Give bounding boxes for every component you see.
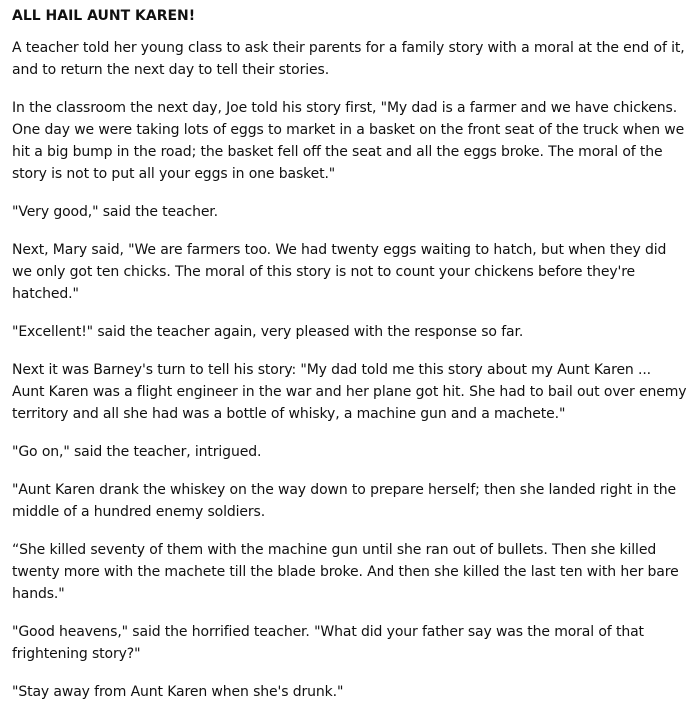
paragraph-aunt-karen-landing: "Aunt Karen drank the whiskey on the way down to prepare herself; then she landed right in the middle of a hundred enemy soldiers. — [12, 482, 676, 520]
paragraph-barney-story: Next it was Barney's turn to tell his story: "My dad told me this story about my Aunt Karen ... Aunt Karen was a flight engineer in the war and her plane got hit. She had to bail out over enemy territory and all she had was a bottle of whisky, a machine gun and a machete." — [12, 362, 687, 422]
document-title: ALL HAIL AUNT KAREN! — [12, 8, 196, 24]
paragraph-mary-story: Next, Mary said, "We are farmers too. We had twenty eggs waiting to hatch, but when they did we only got ten chicks. The moral of this story is not to count your chickens before they're hatched." — [12, 242, 667, 302]
paragraph-aunt-karen-fight: “She killed seventy of them with the machine gun until she ran out of bullets. Then she killed twenty more with the machete till the blade broke. And then she killed the last ten with her bare hands." — [12, 542, 679, 602]
paragraph-teacher-horrified: "Good heavens," said the horrified teacher. "What did your father say was the moral of that frightening story?" — [12, 624, 644, 662]
paragraph-intro: A teacher told her young class to ask their parents for a family story with a moral at the end of it, and to return the next day to tell their stories. — [12, 40, 685, 78]
paragraph-teacher-excellent: "Excellent!" said the teacher again, very pleased with the response so far. — [12, 324, 524, 340]
paragraph-teacher-go-on: "Go on," said the teacher, intrigued. — [12, 444, 262, 460]
paragraph-punchline: "Stay away from Aunt Karen when she's drunk." — [12, 684, 344, 700]
paragraph-joe-story: In the classroom the next day, Joe told his story first, "My dad is a farmer and we have chickens. One day we were taking lots of eggs to market in a basket on the front seat of the truck when we hit a big bump in the road; the basket fell off the seat and all the eggs broke. The moral of the story is not to put all your eggs in one basket." — [12, 100, 685, 182]
paragraph-teacher-very-good: "Very good," said the teacher. — [12, 204, 218, 220]
